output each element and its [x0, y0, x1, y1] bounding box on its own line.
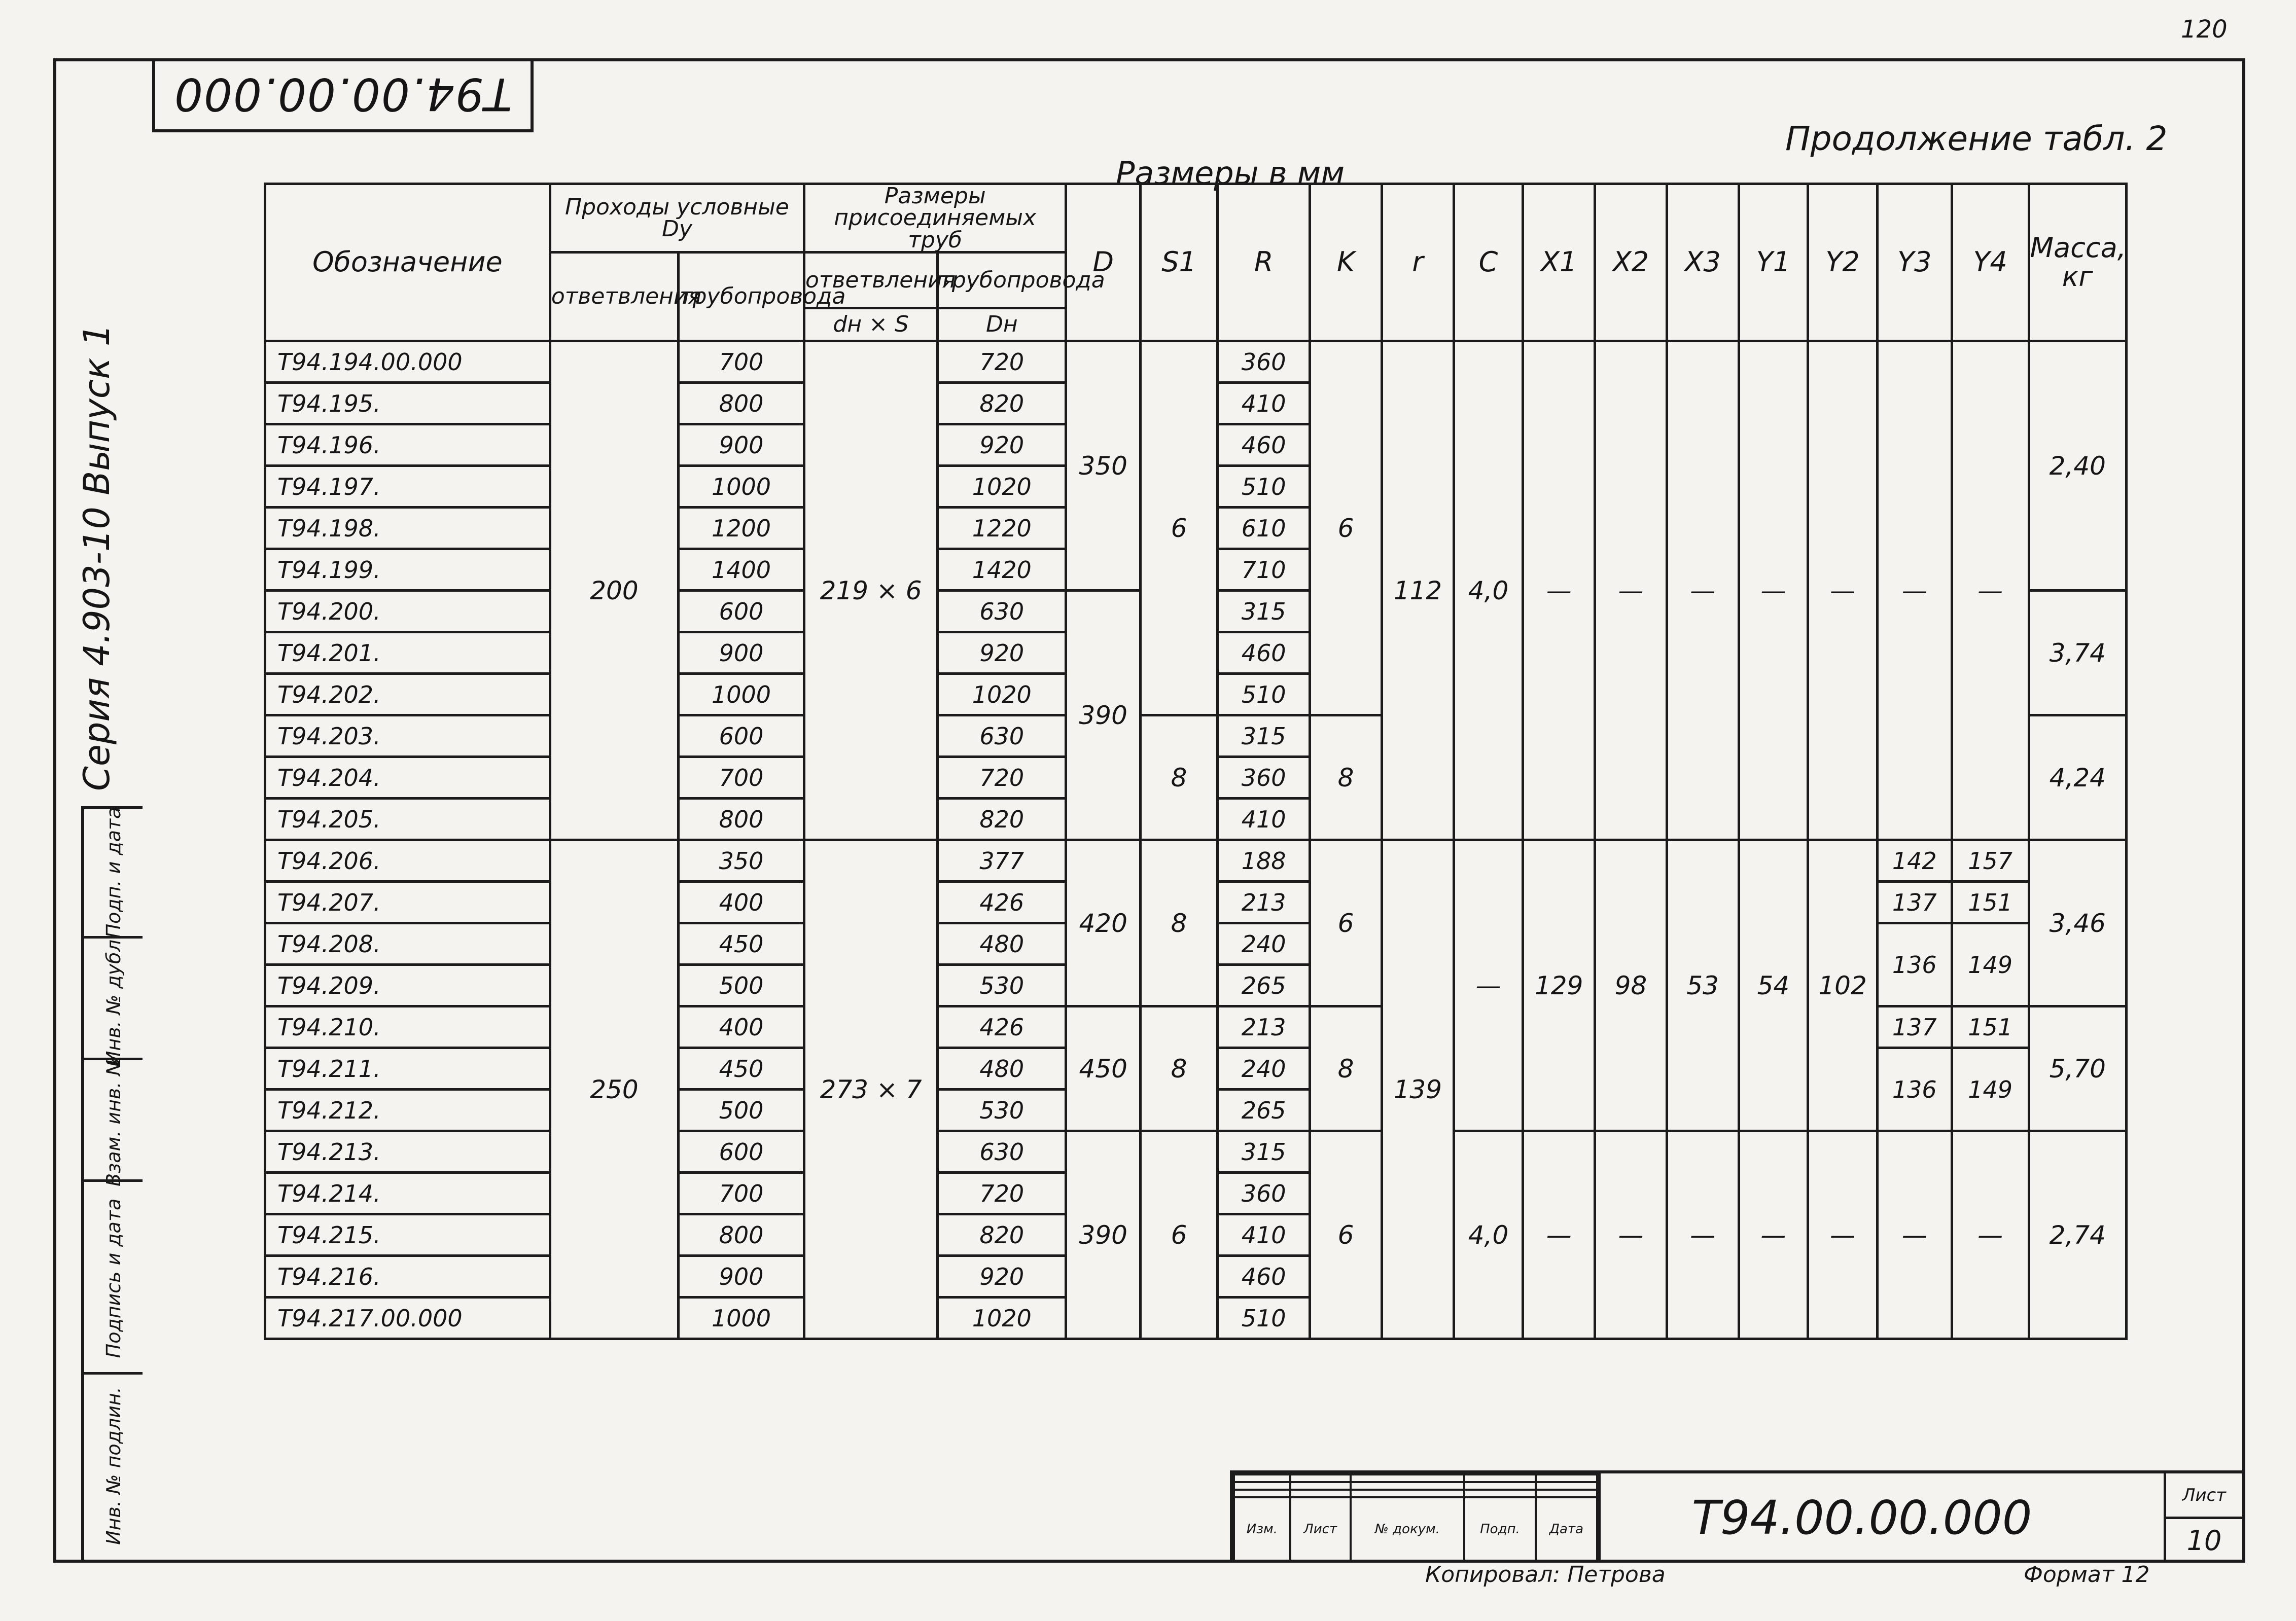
pipe-dn-cell: 1020	[938, 674, 1066, 715]
R-cell: 460	[1217, 632, 1310, 674]
D-cell: 350	[1066, 341, 1141, 591]
S1-cell: 8	[1141, 840, 1218, 1006]
R-cell: 410	[1217, 1214, 1310, 1256]
Y1-cell: —	[1739, 341, 1808, 840]
R-cell: 315	[1217, 591, 1310, 632]
sheet-label: Лист	[2166, 1473, 2242, 1519]
header-X2: X2	[1595, 184, 1667, 341]
X3-cell: —	[1667, 341, 1739, 840]
S1-cell: 6	[1141, 341, 1218, 715]
X2-cell: —	[1595, 1131, 1667, 1339]
R-cell: 265	[1217, 965, 1310, 1006]
pipe-dn-cell: 920	[938, 424, 1066, 466]
mass-cell: 2,40	[2029, 341, 2126, 591]
C-cell: 4,0	[1454, 341, 1523, 840]
mass-cell: 4,24	[2029, 715, 2126, 840]
header-mass: Масса, кг	[2029, 184, 2126, 341]
pipeline-dy-cell: 800	[678, 383, 804, 424]
pipeline-dy-cell: 450	[678, 1048, 804, 1090]
pipeline-dy-cell: 1000	[678, 466, 804, 508]
pipeline-dy-cell: 700	[678, 757, 804, 799]
pipe-dn-cell: 1420	[938, 549, 1066, 591]
header-branch-pipe: ответвления	[804, 253, 938, 308]
R-cell: 240	[1217, 1048, 1310, 1090]
S1-cell: 6	[1141, 1131, 1218, 1339]
pipeline-dy-cell: 500	[678, 1090, 804, 1131]
Y3-cell: —	[1877, 341, 1952, 840]
pipe-dn-cell: 920	[938, 1256, 1066, 1298]
strip-label: Инв. № дубл.	[102, 933, 125, 1065]
designation-cell: Т94.194.00.000	[265, 341, 550, 383]
designation-cell: Т94.214.	[265, 1173, 550, 1214]
pipeline-dy-cell: 800	[678, 799, 804, 840]
pipeline-dy-cell: 700	[678, 1173, 804, 1214]
strip-cell-1	[84, 1372, 143, 1557]
designation-cell: Т94.201.	[265, 632, 550, 674]
header-r: r	[1382, 184, 1454, 341]
designation-cell: Т94.196.	[265, 424, 550, 466]
pipeline-dy-cell: 900	[678, 424, 804, 466]
Y3-cell: 137	[1877, 1006, 1952, 1048]
designation-cell: Т94.210.	[265, 1006, 550, 1048]
designation-cell: Т94.212.	[265, 1090, 550, 1131]
R-cell: 410	[1217, 799, 1310, 840]
designation-cell: Т94.206.	[265, 840, 550, 882]
header-Y4: Y4	[1952, 184, 2029, 341]
R-cell: 360	[1217, 757, 1310, 799]
sheet-number: 10	[2186, 1525, 2222, 1557]
designation-cell: Т94.217.00.000	[265, 1298, 550, 1339]
continuation-label: Продолжение табл. 2	[1785, 119, 2168, 158]
header-Y1: Y1	[1739, 184, 1808, 341]
pipe-dn-cell: 530	[938, 1090, 1066, 1131]
revision-grid	[1233, 1473, 1598, 1562]
pipeline-dy-cell: 1000	[678, 674, 804, 715]
Y4-cell: —	[1952, 1131, 2029, 1339]
Y2-cell: —	[1808, 1131, 1878, 1339]
R-cell: 410	[1217, 383, 1310, 424]
designation-cell: Т94.197.	[265, 466, 550, 508]
pipe-dn-cell: 530	[938, 965, 1066, 1006]
D-cell: 420	[1066, 840, 1141, 1006]
R-cell: 360	[1217, 341, 1310, 383]
rev-col-label: Дата	[1536, 1497, 1597, 1561]
pipe-dn-cell: 820	[938, 383, 1066, 424]
pipe-dn-cell: 920	[938, 632, 1066, 674]
top-stamp	[152, 58, 534, 132]
pipeline-dy-cell: 1000	[678, 1298, 804, 1339]
pipeline-dy-cell: 600	[678, 591, 804, 632]
pipe-dn-cell: 820	[938, 1214, 1066, 1256]
designation-cell: Т94.215.	[265, 1214, 550, 1256]
header-branch-dy: ответвления	[550, 253, 678, 341]
R-cell: 360	[1217, 1173, 1310, 1214]
rev-col-label: Подп.	[1464, 1497, 1536, 1561]
designation-cell: Т94.203.	[265, 715, 550, 757]
designation-cell: Т94.198.	[265, 508, 550, 549]
pipeline-dy-cell: 1400	[678, 549, 804, 591]
branch-dy-cell: 250	[550, 840, 678, 1339]
pipe-dn-cell: 1020	[938, 466, 1066, 508]
header-dn: Dн	[938, 308, 1066, 341]
Y3-cell: —	[1877, 1131, 1952, 1339]
designation-cell: Т94.200.	[265, 591, 550, 632]
pipeline-dy-cell: 350	[678, 840, 804, 882]
X1-cell: —	[1523, 341, 1595, 840]
pipeline-dy-cell: 800	[678, 1214, 804, 1256]
header-S1: S1	[1141, 184, 1218, 341]
rev-col-label: Лист	[1290, 1497, 1351, 1561]
dimensions-note: Размеры в мм	[1116, 155, 1345, 192]
rev-col-label: Изм.	[1234, 1497, 1290, 1561]
Y3-cell: 136	[1877, 1048, 1952, 1131]
Y2-cell: —	[1808, 341, 1878, 840]
K-cell: 8	[1310, 715, 1382, 840]
strip-cell-2	[84, 1179, 143, 1375]
header-X3: X3	[1667, 184, 1739, 341]
pipeline-dy-cell: 1200	[678, 508, 804, 549]
pipeline-dy-cell: 600	[678, 715, 804, 757]
rev-col-label: № докум.	[1351, 1497, 1465, 1561]
R-cell: 240	[1217, 923, 1310, 965]
pipeline-dy-cell: 700	[678, 341, 804, 383]
designation-cell: Т94.195.	[265, 383, 550, 424]
series-label: Серия 4.903-10 Выпуск 1	[76, 323, 118, 791]
R-cell: 460	[1217, 1256, 1310, 1298]
R-cell: 315	[1217, 1131, 1310, 1173]
header-pipeline-pipe: трубопровода	[938, 253, 1066, 308]
Y4-cell: 157	[1952, 840, 2029, 882]
Y3-cell: 137	[1877, 882, 1952, 923]
pipe-dn-cell: 480	[938, 923, 1066, 965]
header-designation: Обозначение	[265, 184, 550, 341]
R-cell: 610	[1217, 508, 1310, 549]
header-D: D	[1066, 184, 1141, 341]
Y1-cell: 54	[1739, 840, 1808, 1131]
top-stamp-code: Т94.00.00.000	[173, 67, 512, 120]
X2-cell: 98	[1595, 840, 1667, 1131]
dn-x-s-cell: 273 × 7	[804, 840, 938, 1339]
Y4-cell: 149	[1952, 1048, 2029, 1131]
pipe-dn-cell: 1220	[938, 508, 1066, 549]
copied-by: Копировал: Петрова	[1425, 1562, 1666, 1588]
pipe-dn-cell: 630	[938, 591, 1066, 632]
sheet-corner-number: 120	[2181, 15, 2228, 44]
X2-cell: —	[1595, 341, 1667, 840]
header-Y3: Y3	[1877, 184, 1952, 341]
pipe-dn-cell: 720	[938, 1173, 1066, 1214]
designation-cell: Т94.208.	[265, 923, 550, 965]
header-X1: X1	[1523, 184, 1595, 341]
pipeline-dy-cell: 400	[678, 1006, 804, 1048]
pipe-dn-cell: 426	[938, 1006, 1066, 1048]
designation-cell: Т94.216.	[265, 1256, 550, 1298]
r-cell: 139	[1382, 840, 1454, 1339]
dn-x-s-cell: 219 × 6	[804, 341, 938, 840]
K-cell: 8	[1310, 1006, 1382, 1131]
designation-cell: Т94.207.	[265, 882, 550, 923]
mass-cell: 5,70	[2029, 1006, 2126, 1131]
K-cell: 6	[1310, 341, 1382, 715]
pipe-dn-cell: 720	[938, 757, 1066, 799]
Y3-cell: 142	[1877, 840, 1952, 882]
designation-cell: Т94.209.	[265, 965, 550, 1006]
pipeline-dy-cell: 900	[678, 632, 804, 674]
pipeline-dy-cell: 450	[678, 923, 804, 965]
strip-cell-4	[84, 933, 143, 1065]
R-cell: 510	[1217, 674, 1310, 715]
strip-label: Взам. инв. №	[102, 1055, 125, 1187]
Y4-cell: 151	[1952, 1006, 2029, 1048]
title-block	[1230, 1470, 2242, 1562]
Y2-cell: 102	[1808, 840, 1878, 1131]
mass-cell: 3,46	[2029, 840, 2126, 1006]
pipe-dn-cell: 377	[938, 840, 1066, 882]
S1-cell: 8	[1141, 1006, 1218, 1131]
mass-cell: 3,74	[2029, 591, 2126, 715]
strip-label: Инв. № подлин.	[102, 1387, 125, 1545]
pipe-dn-cell: 820	[938, 799, 1066, 840]
designation-cell: Т94.213.	[265, 1131, 550, 1173]
pipe-dn-cell: 426	[938, 882, 1066, 923]
designation-cell: Т94.204.	[265, 757, 550, 799]
K-cell: 6	[1310, 1131, 1382, 1339]
designation-cell: Т94.205.	[265, 799, 550, 840]
dimensions-table	[264, 183, 2128, 1340]
R-cell: 510	[1217, 466, 1310, 508]
R-cell: 510	[1217, 1298, 1310, 1339]
strip-label: Подпись и дата	[102, 1198, 125, 1358]
D-cell: 390	[1066, 1131, 1141, 1339]
Y4-cell: 149	[1952, 923, 2029, 1006]
C-cell: —	[1454, 840, 1523, 1131]
Y4-cell: —	[1952, 341, 2029, 840]
Y3-cell: 136	[1877, 923, 1952, 1006]
D-cell: 390	[1066, 591, 1141, 840]
D-cell: 450	[1066, 1006, 1141, 1131]
X1-cell: 129	[1523, 840, 1595, 1131]
X3-cell: —	[1667, 1131, 1739, 1339]
designation-cell: Т94.202.	[265, 674, 550, 715]
branch-dy-cell: 200	[550, 341, 678, 840]
designation-cell: Т94.211.	[265, 1048, 550, 1090]
X3-cell: 53	[1667, 840, 1739, 1131]
pipeline-dy-cell: 400	[678, 882, 804, 923]
header-passes: Проходы условные Dy	[550, 184, 804, 253]
R-cell: 460	[1217, 424, 1310, 466]
pipe-dn-cell: 480	[938, 1048, 1066, 1090]
format-label: Формат 12	[2024, 1562, 2150, 1588]
S1-cell: 8	[1141, 715, 1218, 840]
pipe-dn-cell: 630	[938, 1131, 1066, 1173]
R-cell: 710	[1217, 549, 1310, 591]
pipeline-dy-cell: 500	[678, 965, 804, 1006]
R-cell: 265	[1217, 1090, 1310, 1131]
Y4-cell: 151	[1952, 882, 2029, 923]
mass-cell: 2,74	[2029, 1131, 2126, 1339]
header-Y2: Y2	[1808, 184, 1878, 341]
R-cell: 213	[1217, 1006, 1310, 1048]
header-pipeline-dy: трубопровода	[678, 253, 804, 341]
K-cell: 6	[1310, 840, 1382, 1006]
pipe-dn-cell: 630	[938, 715, 1066, 757]
pipeline-dy-cell: 600	[678, 1131, 804, 1173]
Y1-cell: —	[1739, 1131, 1808, 1339]
designation-cell: Т94.199.	[265, 549, 550, 591]
left-approval-strip	[81, 806, 143, 1563]
header-pipes: Размеры присоединяемых труб	[804, 184, 1066, 253]
pipe-dn-cell: 1020	[938, 1298, 1066, 1339]
R-cell: 188	[1217, 840, 1310, 882]
header-C: C	[1454, 184, 1523, 341]
strip-cell-3	[84, 1055, 143, 1187]
document-code: Т94.00.00.000	[1598, 1473, 2123, 1562]
pipe-dn-cell: 720	[938, 341, 1066, 383]
X1-cell: —	[1523, 1131, 1595, 1339]
R-cell: 213	[1217, 882, 1310, 923]
header-K: K	[1310, 184, 1382, 341]
header-R: R	[1217, 184, 1310, 341]
sheet-box	[2164, 1473, 2242, 1562]
R-cell: 315	[1217, 715, 1310, 757]
strip-cell-5	[84, 807, 143, 939]
C-cell: 4,0	[1454, 1131, 1523, 1339]
pipeline-dy-cell: 900	[678, 1256, 804, 1298]
strip-label: Подп. и дата	[102, 807, 125, 939]
r-cell: 112	[1382, 341, 1454, 840]
header-dn-x-s: dн × S	[804, 308, 938, 341]
